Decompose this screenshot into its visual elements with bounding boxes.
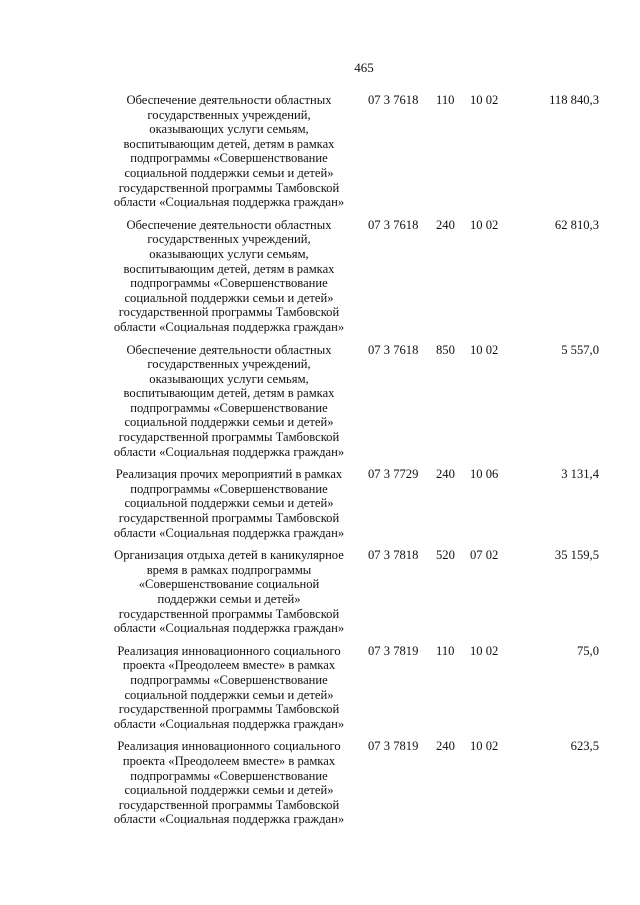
section-subsection-code: 10 02: [470, 739, 499, 754]
section-subsection-code: 10 02: [470, 93, 499, 107]
budget-table: [0, 93, 640, 835]
table-row: [0, 343, 640, 460]
description-line: государственной программы Тамбовской: [118, 797, 340, 812]
description-line: Реализация инновационного социального: [117, 739, 341, 754]
description-line: оказывающих услуги семьям,: [149, 371, 309, 386]
amount: 35 159,5: [554, 548, 599, 563]
description-line: проекта «Преодолеем вместе» в рамках: [122, 658, 336, 673]
table-row: [0, 93, 640, 210]
table-row: [0, 644, 640, 732]
description-line: воспитывающим детей, детям в рамках: [123, 261, 335, 276]
row-description: [98, 93, 360, 210]
table-row: [0, 218, 640, 335]
description-line: Реализация прочих мероприятий в рамках: [115, 467, 343, 482]
description-line: Реализация инновационного социального: [117, 643, 341, 658]
target-article-code: 07 3 7819: [368, 739, 419, 754]
expense-type-code: 850: [436, 342, 455, 357]
row-description: [98, 218, 360, 335]
expense-type-code: 240: [436, 467, 455, 482]
target-article-code: 07 3 7818: [368, 548, 419, 563]
description-line: время в рамках подпрограммы: [146, 562, 312, 577]
description-line: поддержки семьи и детей»: [157, 592, 301, 606]
description-line: социальной поддержки семьи и детей»: [124, 496, 334, 511]
page-number: 465: [354, 60, 374, 75]
amount: 62 810,3: [554, 217, 599, 232]
description-line: государственной программы Тамбовской: [118, 511, 340, 526]
amount: 118 840,3: [549, 93, 599, 107]
description-line: Обеспечение деятельности областных: [126, 217, 332, 232]
description-line: подпрограммы «Совершенствование: [130, 151, 328, 166]
description-line: области «Социальная поддержка граждан»: [113, 525, 345, 540]
expense-type-code: 110: [436, 643, 455, 658]
description-line: области «Социальная поддержка граждан»: [113, 195, 345, 210]
description-line: Организация отдыха детей в каникулярное: [114, 548, 344, 563]
table-row: [0, 548, 640, 636]
section-subsection-code: 10 06: [470, 467, 499, 482]
section-subsection-code: 10 02: [470, 217, 499, 232]
description-line: социальной поддержки семьи и детей»: [124, 687, 334, 702]
section-subsection-code: 07 02: [470, 548, 499, 563]
amount: 5 557,0: [561, 342, 599, 357]
description-line: социальной поддержки семьи и детей»: [124, 290, 334, 305]
amount: 623,5: [570, 739, 599, 754]
row-description: [98, 467, 360, 540]
description-line: воспитывающим детей, детям в рамках: [123, 136, 335, 151]
description-line: социальной поддержки семьи и детей»: [124, 415, 334, 430]
description-line: области «Социальная поддержка граждан»: [113, 716, 345, 731]
section-subsection-code: 10 02: [470, 643, 499, 658]
description-line: области «Социальная поддержка граждан»: [113, 812, 345, 827]
description-line: проекта «Преодолеем вместе» в рамках: [122, 753, 336, 768]
expense-type-code: 240: [436, 739, 455, 754]
description-line: оказывающих услуги семьям,: [149, 122, 309, 137]
description-line: подпрограммы «Совершенствование: [130, 276, 328, 291]
description-line: государственных учреждений,: [147, 107, 311, 122]
expense-type-code: 240: [436, 217, 455, 232]
description-line: подпрограммы «Совершенствование: [130, 481, 328, 496]
target-article-code: 07 3 7618: [368, 342, 419, 357]
description-line: области «Социальная поддержка граждан»: [113, 444, 345, 459]
row-description: [98, 548, 360, 636]
description-line: области «Социальная поддержка граждан»: [113, 319, 345, 334]
description-line: Обеспечение деятельности областных: [126, 93, 332, 107]
target-article-code: 07 3 7729: [368, 467, 419, 482]
table-row: [0, 739, 640, 827]
row-description: [98, 343, 360, 460]
description-line: подпрограммы «Совершенствование: [130, 768, 328, 783]
description-line: государственной программы Тамбовской: [118, 180, 340, 195]
target-article-code: 07 3 7618: [368, 217, 419, 232]
description-line: социальной поддержки семьи и детей»: [124, 165, 334, 180]
row-description: [98, 644, 360, 732]
amount: 75,0: [576, 643, 599, 658]
description-line: социальной поддержки семьи и детей»: [124, 783, 334, 798]
row-description: [98, 739, 360, 827]
section-subsection-code: 10 02: [470, 342, 499, 357]
description-line: государственной программы Тамбовской: [118, 702, 340, 717]
description-line: оказывающих услуги семьям,: [149, 246, 309, 261]
target-article-code: 07 3 7819: [368, 643, 419, 658]
expense-type-code: 110: [436, 93, 455, 107]
description-line: Обеспечение деятельности областных: [126, 342, 332, 357]
description-line: государственных учреждений,: [147, 357, 311, 372]
description-line: «Совершенствование социальной: [138, 577, 320, 592]
description-line: государственной программы Тамбовской: [118, 305, 340, 320]
description-line: государственной программы Тамбовской: [118, 606, 340, 621]
description-line: подпрограммы «Совершенствование: [130, 672, 328, 687]
description-line: воспитывающим детей, детям в рамках: [123, 386, 335, 401]
amount: 3 131,4: [561, 467, 599, 482]
expense-type-code: 520: [436, 548, 455, 563]
description-line: государственных учреждений,: [147, 232, 311, 247]
description-line: подпрограммы «Совершенствование: [130, 400, 328, 415]
target-article-code: 07 3 7618: [368, 93, 419, 107]
description-line: области «Социальная поддержка граждан»: [113, 621, 345, 636]
table-row: [0, 467, 640, 540]
description-line: государственной программы Тамбовской: [118, 430, 340, 445]
